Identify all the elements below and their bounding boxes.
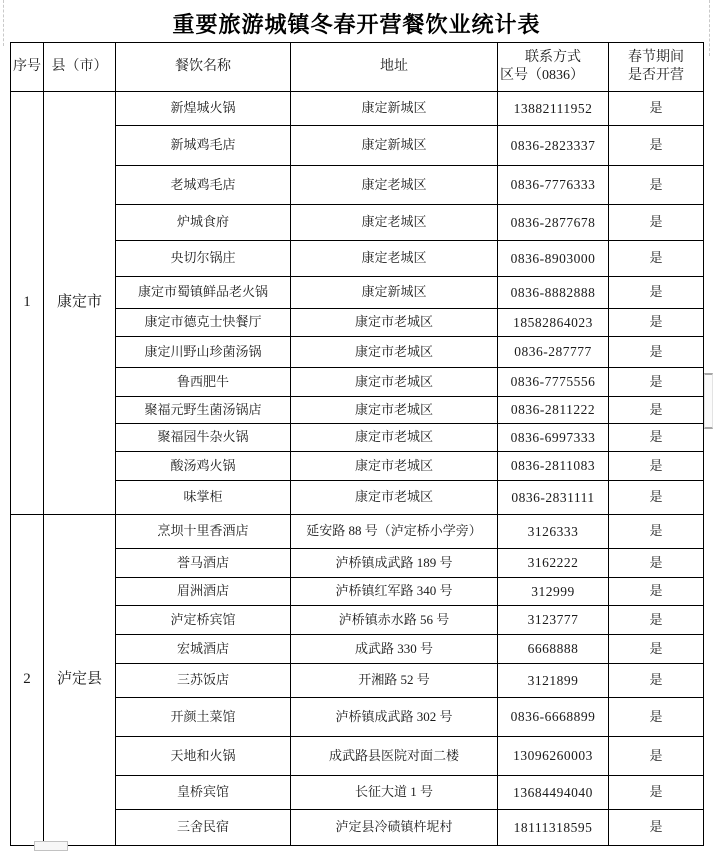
address-cell: 泸桥镇成武路 302 号 bbox=[291, 698, 498, 737]
restaurant-name-cell: 眉洲酒店 bbox=[116, 578, 291, 606]
open-status-cell: 是 bbox=[609, 309, 704, 337]
restaurant-name-cell: 味掌柜 bbox=[116, 481, 291, 515]
col-header-index: 序号 bbox=[11, 43, 44, 92]
header-row bbox=[11, 43, 704, 92]
open-status-cell: 是 bbox=[609, 664, 704, 698]
col-header-name: 餐饮名称 bbox=[116, 43, 291, 92]
address-cell: 康定新城区 bbox=[291, 277, 498, 309]
scrollbar-thumb-fragment[interactable] bbox=[704, 373, 713, 429]
restaurant-name-cell: 鲁西肥牛 bbox=[116, 368, 291, 397]
restaurant-name-cell: 新煌城火锅 bbox=[116, 92, 291, 126]
phone-cell: 3162222 bbox=[498, 549, 609, 578]
open-status-cell: 是 bbox=[609, 452, 704, 481]
phone-cell: 3126333 bbox=[498, 515, 609, 549]
address-cell: 成武路 330 号 bbox=[291, 635, 498, 664]
restaurants-table bbox=[10, 42, 704, 846]
phone-cell: 0836-2831111 bbox=[498, 481, 609, 515]
open-status-cell: 是 bbox=[609, 635, 704, 664]
address-cell: 康定老城区 bbox=[291, 205, 498, 241]
open-status-cell: 是 bbox=[609, 126, 704, 166]
address-cell: 延安路 88 号（泸定桥小学旁） bbox=[291, 515, 498, 549]
restaurant-name-cell: 酸汤鸡火锅 bbox=[116, 452, 291, 481]
phone-cell: 0836-6668899 bbox=[498, 698, 609, 737]
col-header-open-line1: 春节期间 bbox=[628, 49, 684, 65]
phone-cell: 13096260003 bbox=[498, 737, 609, 776]
col-header-address: 地址 bbox=[291, 43, 498, 92]
col-header-contact-line1: 联系方式 bbox=[525, 49, 581, 65]
open-status-cell: 是 bbox=[609, 776, 704, 810]
restaurant-name-cell: 康定川野山珍菌汤锅 bbox=[116, 337, 291, 368]
phone-cell: 0836-6997333 bbox=[498, 424, 609, 452]
restaurant-name-cell: 开颜土菜馆 bbox=[116, 698, 291, 737]
address-cell: 长征大道 1 号 bbox=[291, 776, 498, 810]
cutoff-element-fragment bbox=[34, 841, 68, 851]
open-status-cell: 是 bbox=[609, 368, 704, 397]
restaurant-name-cell: 聚福元野生菌汤锅店 bbox=[116, 397, 291, 424]
address-cell: 康定老城区 bbox=[291, 241, 498, 277]
restaurant-name-cell: 誉马酒店 bbox=[116, 549, 291, 578]
phone-cell: 0836-8903000 bbox=[498, 241, 609, 277]
restaurant-name-cell: 新城鸡毛店 bbox=[116, 126, 291, 166]
phone-cell: 0836-7776333 bbox=[498, 166, 609, 205]
address-cell: 泸桥镇红军路 340 号 bbox=[291, 578, 498, 606]
phone-cell: 3123777 bbox=[498, 606, 609, 635]
address-cell: 康定市老城区 bbox=[291, 397, 498, 424]
open-status-cell: 是 bbox=[609, 166, 704, 205]
address-cell: 康定市老城区 bbox=[291, 309, 498, 337]
open-status-cell: 是 bbox=[609, 606, 704, 635]
phone-cell: 0836-2877678 bbox=[498, 205, 609, 241]
col-header-county: 县（市） bbox=[44, 43, 116, 92]
table-row bbox=[11, 515, 704, 549]
restaurant-name-cell: 天地和火锅 bbox=[116, 737, 291, 776]
address-cell: 康定新城区 bbox=[291, 92, 498, 126]
phone-cell: 6668888 bbox=[498, 635, 609, 664]
open-status-cell: 是 bbox=[609, 205, 704, 241]
county-cell: 康定市 bbox=[44, 92, 116, 515]
open-status-cell: 是 bbox=[609, 424, 704, 452]
open-status-cell: 是 bbox=[609, 481, 704, 515]
open-status-cell: 是 bbox=[609, 578, 704, 606]
table-row bbox=[11, 92, 704, 126]
phone-cell: 0836-287777 bbox=[498, 337, 609, 368]
restaurant-name-cell: 泸定桥宾馆 bbox=[116, 606, 291, 635]
open-status-cell: 是 bbox=[609, 698, 704, 737]
phone-cell: 0836-7775556 bbox=[498, 368, 609, 397]
open-status-cell: 是 bbox=[609, 337, 704, 368]
restaurant-name-cell: 康定市德克士快餐厅 bbox=[116, 309, 291, 337]
county-cell: 泸定县 bbox=[44, 515, 116, 846]
open-status-cell: 是 bbox=[609, 277, 704, 309]
phone-cell: 13882111952 bbox=[498, 92, 609, 126]
phone-cell: 0836-8882888 bbox=[498, 277, 609, 309]
restaurant-name-cell: 炉城食府 bbox=[116, 205, 291, 241]
address-cell: 康定市老城区 bbox=[291, 368, 498, 397]
address-cell: 康定市老城区 bbox=[291, 481, 498, 515]
page-title: 重要旅游城镇冬春开营餐饮业统计表 bbox=[172, 12, 541, 37]
col-header-open bbox=[609, 43, 704, 92]
phone-cell: 3121899 bbox=[498, 664, 609, 698]
col-header-open-line2: 是否开营 bbox=[628, 68, 684, 83]
restaurant-name-cell: 聚福园牛杂火锅 bbox=[116, 424, 291, 452]
address-cell: 康定市老城区 bbox=[291, 452, 498, 481]
phone-cell: 18582864023 bbox=[498, 309, 609, 337]
address-cell: 泸桥镇成武路 189 号 bbox=[291, 549, 498, 578]
address-cell: 泸桥镇赤水路 56 号 bbox=[291, 606, 498, 635]
open-status-cell: 是 bbox=[609, 549, 704, 578]
phone-cell: 0836-2823337 bbox=[498, 126, 609, 166]
address-cell: 成武路县医院对面二楼 bbox=[291, 737, 498, 776]
open-status-cell: 是 bbox=[609, 515, 704, 549]
restaurant-name-cell: 烹坝十里香酒店 bbox=[116, 515, 291, 549]
restaurant-name-cell: 老城鸡毛店 bbox=[116, 166, 291, 205]
phone-cell: 13684494040 bbox=[498, 776, 609, 810]
restaurant-name-cell: 康定市蜀镇鲜品老火锅 bbox=[116, 277, 291, 309]
address-cell: 康定市老城区 bbox=[291, 337, 498, 368]
open-status-cell: 是 bbox=[609, 241, 704, 277]
restaurant-name-cell: 皇桥宾馆 bbox=[116, 776, 291, 810]
address-cell: 康定老城区 bbox=[291, 166, 498, 205]
open-status-cell: 是 bbox=[609, 737, 704, 776]
restaurant-name-cell: 央切尔锅庄 bbox=[116, 241, 291, 277]
open-status-cell: 是 bbox=[609, 397, 704, 424]
group-index-cell: 1 bbox=[11, 92, 44, 515]
col-header-contact bbox=[498, 43, 609, 92]
open-status-cell: 是 bbox=[609, 810, 704, 846]
restaurant-name-cell: 宏城酒店 bbox=[116, 635, 291, 664]
address-cell: 泸定县冷碛镇杵坭村 bbox=[291, 810, 498, 846]
restaurant-name-cell: 三苏饭店 bbox=[116, 664, 291, 698]
phone-cell: 0836-2811222 bbox=[498, 397, 609, 424]
group-index-cell: 2 bbox=[11, 515, 44, 846]
phone-cell: 18111318595 bbox=[498, 810, 609, 846]
col-header-contact-line2: 区号（0836） bbox=[500, 68, 584, 83]
address-cell: 康定新城区 bbox=[291, 126, 498, 166]
address-cell: 开湘路 52 号 bbox=[291, 664, 498, 698]
restaurant-name-cell: 三舍民宿 bbox=[116, 810, 291, 846]
phone-cell: 312999 bbox=[498, 578, 609, 606]
phone-cell: 0836-2811083 bbox=[498, 452, 609, 481]
address-cell: 康定市老城区 bbox=[291, 424, 498, 452]
open-status-cell: 是 bbox=[609, 92, 704, 126]
